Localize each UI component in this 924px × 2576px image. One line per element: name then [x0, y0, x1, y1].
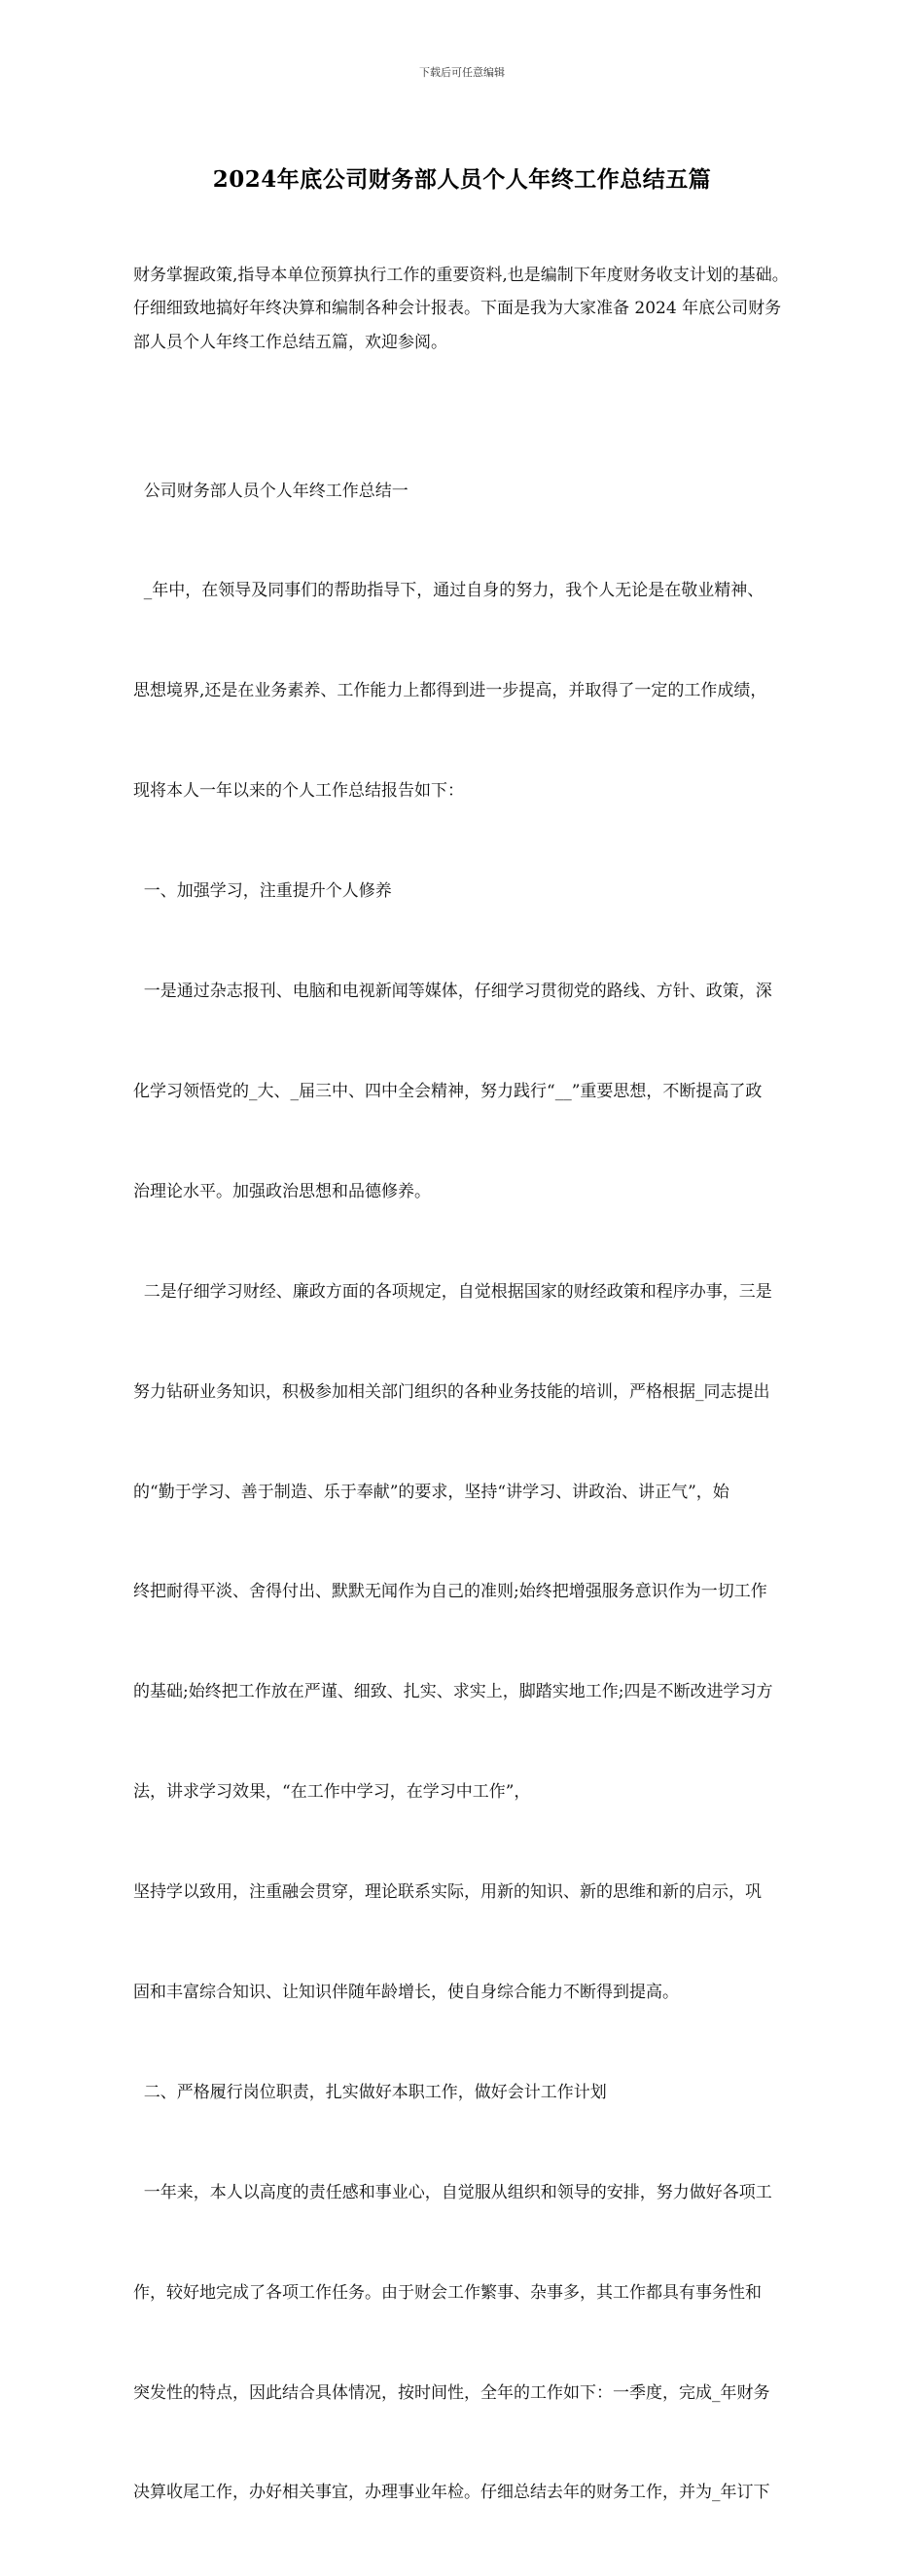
- body-line: 思想境界,还是在业务素养、工作能力上都得到进一步提高，并取得了一定的工作成绩，: [133, 681, 767, 701]
- body-line: 的基础;始终把工作放在严谨、细致、扎实、求实上，脚踏实地工作;四是不断改进学习方: [133, 1682, 773, 1702]
- body-line: 决算收尾工作，办好相关事宜，办理事业年检。仔细总结去年的财务工作，并为_年订下: [133, 2483, 770, 2503]
- subsection-heading: 一、加强学习，注重提升个人修养: [133, 881, 392, 902]
- body-line: 坚持学以致用，注重融会贯穿，理论联系实际，用新的知识、新的思维和新的启示，巩: [133, 1882, 762, 1903]
- body-line: 的“勤于学习、善于制造、乐于奉献”的要求，坚持“讲学习、讲政治、讲正气”，始: [133, 1482, 729, 1502]
- document-title: 2024年底公司财务部人员个人年终工作总结五篇: [212, 166, 712, 193]
- body-line: 现将本人一年以来的个人工作总结报告如下：: [133, 781, 464, 802]
- intro-line: 仔细细致地搞好年终决算和编制各种会计报表。下面是我为大家准备 2024 年底公司财务: [133, 299, 782, 319]
- intro-line: 财务掌握政策,指导本单位预算执行工作的重要资料,也是编制下年度财务收支计划的基础。: [133, 266, 789, 285]
- intro-paragraph: [133, 259, 872, 359]
- body-line: 法，讲求学习效果，“在工作中学习，在学习中工作”，: [133, 1782, 531, 1803]
- body-line: 终把耐得平淡、舍得付出、默默无闻作为自己的准则;始终把增强服务意识作为一切工作: [133, 1582, 767, 1602]
- body-line: 二是仔细学习财经、廉政方面的各项规定，自觉根据国家的财经政策和程序办事，三是: [133, 1281, 772, 1302]
- body-line: 突发性的特点，因此结合具体情况，按时间性，全年的工作如下：一季度，完成_年财务: [133, 2382, 770, 2403]
- intro-line: 部人员个人年终工作总结五篇，欢迎参阅。: [133, 332, 447, 352]
- body-line: 作，较好地完成了各项工作任务。由于财会工作繁事、杂事多，其工作都具有事务性和: [133, 2282, 762, 2303]
- body-line: 一是通过杂志报刊、电脑和电视新闻等媒体，仔细学习贯彻党的路线、方针、政策，深: [133, 982, 772, 1002]
- body-line: 固和丰富综合知识、让知识伴随年龄增长，使自身综合能力不断得到提高。: [133, 1982, 679, 2002]
- body-line: _年中，在领导及同事们的帮助指导下，通过自身的努力，我个人无论是在敬业精神、: [133, 581, 764, 601]
- body-line: 化学习领悟党的_大、_届三中、四中全会精神，努力践行“__”重要思想，不断提高了政: [133, 1081, 763, 1101]
- summary-body: [133, 408, 872, 2576]
- section-heading: 公司财务部人员个人年终工作总结一: [133, 481, 409, 501]
- body-line: 治理论水平。加强政治思想和品德修养。: [133, 1181, 431, 1201]
- body-line: 一年来，本人以高度的责任感和事业心，自觉服从组织和领导的安排，努力做好各项工: [133, 2182, 772, 2202]
- subsection-heading: 二、严格履行岗位职责，扎实做好本职工作，做好会计工作计划: [133, 2082, 607, 2102]
- header-note: 下载后可任意编辑: [419, 66, 505, 79]
- body-line: 努力钻研业务知识，积极参加相关部门组织的各种业务技能的培训，严格根据_同志提出: [133, 1381, 770, 1402]
